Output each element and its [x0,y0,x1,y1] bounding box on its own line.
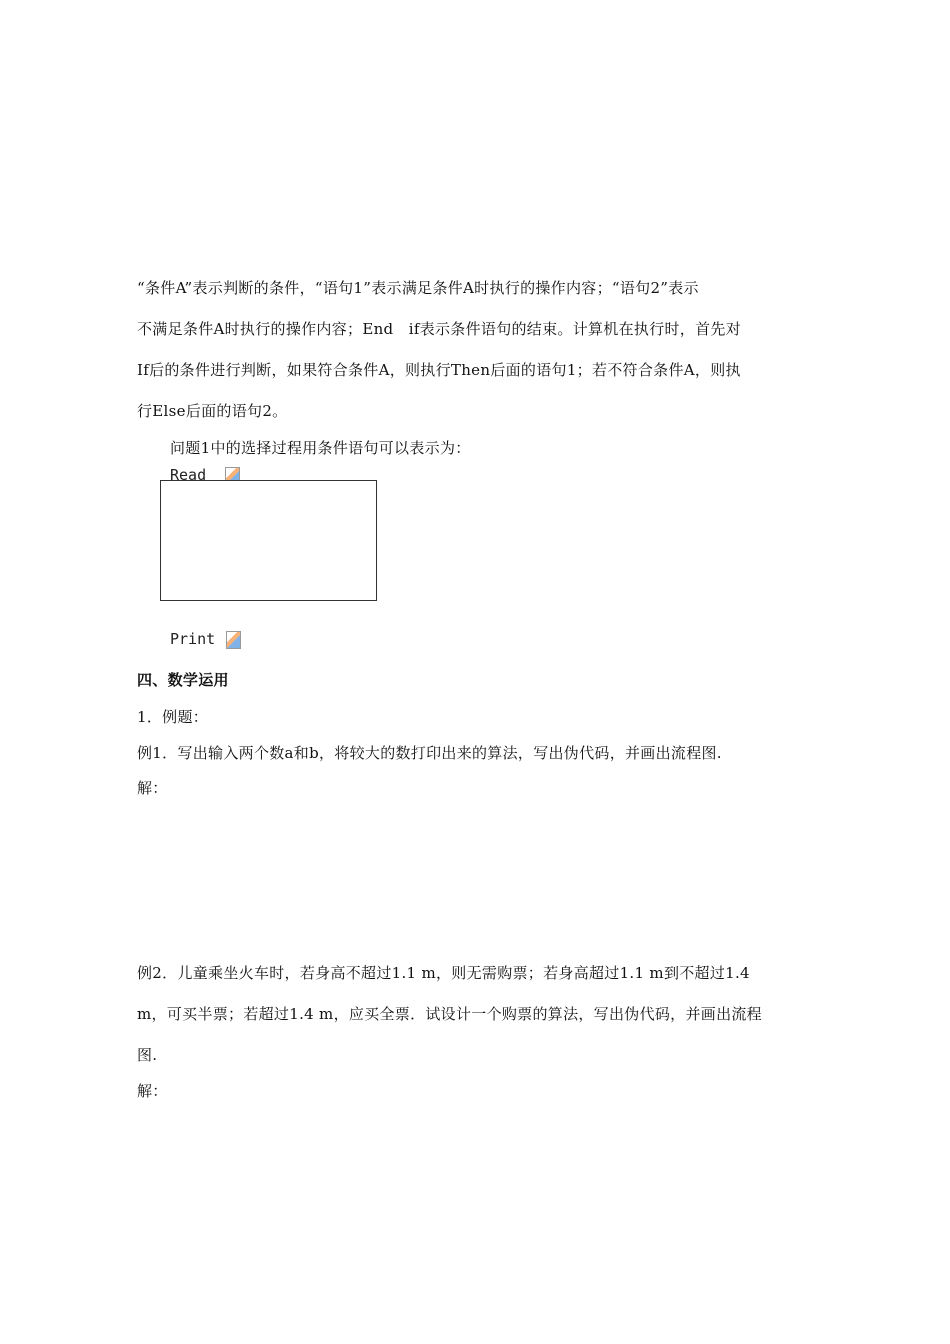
example-1-text: 例1．写出输入两个数a和b，将较大的数打印出来的算法，写出伪代码，并画出流程图. [137,744,722,762]
example-2-line: 例2．儿童乘坐火车时，若身高不超过1.1 m，则无需购票；若身高超过1.1 m到不超过1.4 [137,964,750,982]
solution-label: 解： [137,779,168,797]
read-statement [170,466,240,480]
paragraph-line: If后的条件进行判断，如果符合条件A，则执行Then后面的语句1；若不符合条件A，则执 [137,361,741,379]
code-frame [160,480,377,601]
section-heading: 四、数学运用 [137,671,229,689]
paragraph-intro: 问题1中的选择过程用条件语句可以表示为： [170,439,471,457]
image-placeholder-icon [226,631,241,649]
paragraph-line: 行Else后面的语句2。 [137,402,288,420]
read-keyword: Read [170,466,207,480]
print-keyword: Print [170,630,216,648]
print-statement [170,630,241,649]
solution-label: 解： [137,1082,168,1100]
subsection-label: 1．例题： [137,708,209,726]
image-placeholder-icon [225,467,240,480]
example-2-line: 图. [137,1046,158,1064]
example-2-line: m，可买半票；若超过1.4 m，应买全票．试设计一个购票的算法，写出伪代码，并画出流程 [137,1005,762,1023]
paragraph-line: “条件A”表示判断的条件，“语句1”表示满足条件A时执行的操作内容；“语句2”表示 [137,279,699,297]
paragraph-line: 不满足条件A时执行的操作内容；End if表示条件语句的结束。计算机在执行时，首先对 [137,320,741,338]
